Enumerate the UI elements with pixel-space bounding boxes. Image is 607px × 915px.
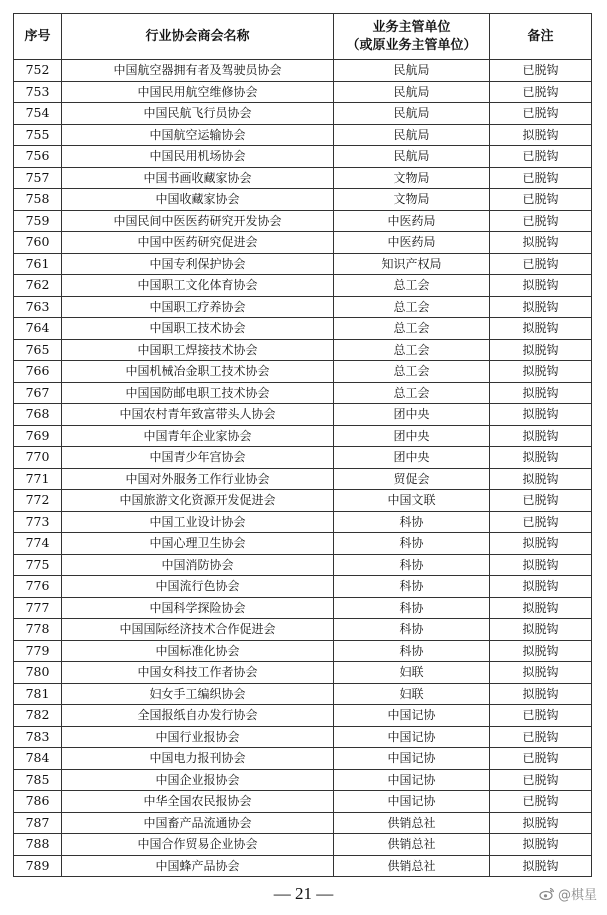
cell-remark: 拟脱钩 <box>490 404 592 426</box>
table-row <box>14 146 592 168</box>
cell-association-name: 中国合作贸易企业协会 <box>62 834 334 856</box>
cell-supervising-unit: 中医药局 <box>334 210 490 232</box>
cell-supervising-unit: 总工会 <box>334 296 490 318</box>
cell-association-name: 中华全国农民报协会 <box>62 791 334 813</box>
cell-serial-number: 754 <box>14 103 62 125</box>
cell-serial-number: 784 <box>14 748 62 770</box>
cell-remark: 拟脱钩 <box>490 597 592 619</box>
table-row <box>14 683 592 705</box>
cell-supervising-unit: 总工会 <box>334 361 490 383</box>
cell-supervising-unit: 妇联 <box>334 683 490 705</box>
cell-remark: 拟脱钩 <box>490 468 592 490</box>
cell-serial-number: 769 <box>14 425 62 447</box>
table-row <box>14 748 592 770</box>
table-row <box>14 232 592 254</box>
table-row <box>14 382 592 404</box>
cell-association-name: 中国旅游文化资源开发促进会 <box>62 490 334 512</box>
association-table <box>13 13 592 877</box>
cell-remark: 拟脱钩 <box>490 382 592 404</box>
cell-remark: 已脱钩 <box>490 146 592 168</box>
cell-supervising-unit: 民航局 <box>334 124 490 146</box>
cell-serial-number: 772 <box>14 490 62 512</box>
cell-remark: 拟脱钩 <box>490 683 592 705</box>
cell-supervising-unit: 中医药局 <box>334 232 490 254</box>
cell-serial-number: 788 <box>14 834 62 856</box>
cell-serial-number: 782 <box>14 705 62 727</box>
cell-remark: 拟脱钩 <box>490 855 592 877</box>
cell-serial-number: 770 <box>14 447 62 469</box>
table-row <box>14 468 592 490</box>
cell-association-name: 中国机械冶金职工技术协会 <box>62 361 334 383</box>
cell-association-name: 中国职工疗养协会 <box>62 296 334 318</box>
table-row <box>14 318 592 340</box>
cell-supervising-unit: 总工会 <box>334 275 490 297</box>
cell-serial-number: 753 <box>14 81 62 103</box>
cell-serial-number: 777 <box>14 597 62 619</box>
table-row <box>14 834 592 856</box>
cell-association-name: 中国女科技工作者协会 <box>62 662 334 684</box>
cell-supervising-unit: 科协 <box>334 576 490 598</box>
header-remark: 备注 <box>490 14 592 60</box>
table-row <box>14 511 592 533</box>
cell-supervising-unit: 中国记协 <box>334 705 490 727</box>
cell-remark: 拟脱钩 <box>490 662 592 684</box>
cell-remark: 已脱钩 <box>490 511 592 533</box>
table-row <box>14 189 592 211</box>
cell-association-name: 中国民用航空维修协会 <box>62 81 334 103</box>
cell-remark: 拟脱钩 <box>490 554 592 576</box>
cell-supervising-unit: 妇联 <box>334 662 490 684</box>
cell-remark: 拟脱钩 <box>490 318 592 340</box>
table-row <box>14 60 592 82</box>
cell-remark: 已脱钩 <box>490 726 592 748</box>
cell-association-name: 中国心理卫生协会 <box>62 533 334 555</box>
cell-supervising-unit: 团中央 <box>334 447 490 469</box>
cell-serial-number: 757 <box>14 167 62 189</box>
table-row <box>14 103 592 125</box>
table-row <box>14 791 592 813</box>
cell-serial-number: 763 <box>14 296 62 318</box>
table-row <box>14 533 592 555</box>
table-row <box>14 640 592 662</box>
cell-serial-number: 768 <box>14 404 62 426</box>
cell-association-name: 中国职工技术协会 <box>62 318 334 340</box>
cell-supervising-unit: 供销总社 <box>334 812 490 834</box>
cell-supervising-unit: 知识产权局 <box>334 253 490 275</box>
table-row <box>14 769 592 791</box>
table-row <box>14 296 592 318</box>
cell-remark: 拟脱钩 <box>490 533 592 555</box>
cell-remark: 已脱钩 <box>490 769 592 791</box>
header-supervising-unit <box>334 14 490 60</box>
cell-remark: 已脱钩 <box>490 103 592 125</box>
cell-remark: 拟脱钩 <box>490 425 592 447</box>
cell-remark: 拟脱钩 <box>490 576 592 598</box>
table-row <box>14 554 592 576</box>
cell-serial-number: 776 <box>14 576 62 598</box>
cell-serial-number: 775 <box>14 554 62 576</box>
cell-remark: 拟脱钩 <box>490 812 592 834</box>
header-supervising-unit-line2: （或原业务主管单位） <box>346 37 477 53</box>
table-row <box>14 855 592 877</box>
table-row <box>14 447 592 469</box>
cell-association-name: 中国青年企业家协会 <box>62 425 334 447</box>
cell-supervising-unit: 总工会 <box>334 339 490 361</box>
cell-supervising-unit: 科协 <box>334 533 490 555</box>
header-association-name: 行业协会商会名称 <box>62 14 334 60</box>
cell-serial-number: 755 <box>14 124 62 146</box>
table-header-row <box>14 14 592 60</box>
cell-serial-number: 789 <box>14 855 62 877</box>
cell-serial-number: 786 <box>14 791 62 813</box>
watermark <box>539 884 597 903</box>
cell-serial-number: 758 <box>14 189 62 211</box>
cell-association-name: 中国民间中医医药研究开发协会 <box>62 210 334 232</box>
cell-association-name: 中国工业设计协会 <box>62 511 334 533</box>
cell-supervising-unit: 民航局 <box>334 60 490 82</box>
watermark-text: @棋星 <box>557 888 597 903</box>
cell-remark: 拟脱钩 <box>490 640 592 662</box>
cell-serial-number: 785 <box>14 769 62 791</box>
cell-association-name: 中国对外服务工作行业协会 <box>62 468 334 490</box>
cell-supervising-unit: 中国记协 <box>334 769 490 791</box>
cell-remark: 拟脱钩 <box>490 296 592 318</box>
cell-serial-number: 766 <box>14 361 62 383</box>
weibo-icon <box>539 887 555 900</box>
cell-association-name: 妇女手工编织协会 <box>62 683 334 705</box>
table-row <box>14 490 592 512</box>
cell-serial-number: 781 <box>14 683 62 705</box>
table-body <box>14 60 592 877</box>
cell-remark: 已脱钩 <box>490 210 592 232</box>
table-row <box>14 726 592 748</box>
cell-supervising-unit: 科协 <box>334 511 490 533</box>
cell-remark: 已脱钩 <box>490 189 592 211</box>
cell-remark: 已脱钩 <box>490 60 592 82</box>
cell-remark: 拟脱钩 <box>490 619 592 641</box>
cell-serial-number: 780 <box>14 662 62 684</box>
cell-association-name: 中国农村青年致富带头人协会 <box>62 404 334 426</box>
cell-remark: 拟脱钩 <box>490 361 592 383</box>
table-row <box>14 253 592 275</box>
cell-association-name: 中国流行色协会 <box>62 576 334 598</box>
cell-association-name: 中国国际经济技术合作促进会 <box>62 619 334 641</box>
cell-association-name: 全国报纸自办发行协会 <box>62 705 334 727</box>
cell-supervising-unit: 团中央 <box>334 425 490 447</box>
table-row <box>14 124 592 146</box>
cell-serial-number: 759 <box>14 210 62 232</box>
cell-supervising-unit: 科协 <box>334 640 490 662</box>
cell-serial-number: 760 <box>14 232 62 254</box>
cell-supervising-unit: 供销总社 <box>334 834 490 856</box>
table-row <box>14 167 592 189</box>
cell-association-name: 中国畜产品流通协会 <box>62 812 334 834</box>
cell-association-name: 中国职工文化体育协会 <box>62 275 334 297</box>
cell-association-name: 中国电力报刊协会 <box>62 748 334 770</box>
cell-supervising-unit: 中国记协 <box>334 748 490 770</box>
cell-remark: 已脱钩 <box>490 490 592 512</box>
table-row <box>14 81 592 103</box>
header-supervising-unit-line1: 业务主管单位 <box>372 19 451 35</box>
table-row <box>14 705 592 727</box>
table-row <box>14 210 592 232</box>
cell-supervising-unit: 中国记协 <box>334 791 490 813</box>
cell-association-name: 中国收藏家协会 <box>62 189 334 211</box>
cell-serial-number: 767 <box>14 382 62 404</box>
table-row <box>14 361 592 383</box>
cell-association-name: 中国专利保护协会 <box>62 253 334 275</box>
cell-association-name: 中国中医药研究促进会 <box>62 232 334 254</box>
cell-supervising-unit: 科协 <box>334 619 490 641</box>
cell-association-name: 中国蜂产品协会 <box>62 855 334 877</box>
cell-serial-number: 764 <box>14 318 62 340</box>
cell-association-name: 中国行业报协会 <box>62 726 334 748</box>
cell-association-name: 中国国防邮电职工技术协会 <box>62 382 334 404</box>
cell-remark: 拟脱钩 <box>490 834 592 856</box>
table-row <box>14 662 592 684</box>
cell-remark: 拟脱钩 <box>490 447 592 469</box>
table-row <box>14 275 592 297</box>
cell-serial-number: 765 <box>14 339 62 361</box>
cell-supervising-unit: 民航局 <box>334 103 490 125</box>
cell-association-name: 中国青少年宫协会 <box>62 447 334 469</box>
cell-remark: 拟脱钩 <box>490 232 592 254</box>
cell-serial-number: 761 <box>14 253 62 275</box>
cell-association-name: 中国科学探险协会 <box>62 597 334 619</box>
cell-supervising-unit: 贸促会 <box>334 468 490 490</box>
cell-supervising-unit: 文物局 <box>334 167 490 189</box>
cell-serial-number: 762 <box>14 275 62 297</box>
cell-remark: 已脱钩 <box>490 167 592 189</box>
cell-supervising-unit: 民航局 <box>334 81 490 103</box>
cell-serial-number: 773 <box>14 511 62 533</box>
cell-supervising-unit: 团中央 <box>334 404 490 426</box>
page-number: — 21 — <box>273 884 334 903</box>
table-row <box>14 425 592 447</box>
cell-association-name: 中国企业报协会 <box>62 769 334 791</box>
table-row <box>14 597 592 619</box>
cell-association-name: 中国标准化协会 <box>62 640 334 662</box>
table-row <box>14 619 592 641</box>
cell-supervising-unit: 民航局 <box>334 146 490 168</box>
header-serial-number: 序号 <box>14 14 62 60</box>
cell-remark: 拟脱钩 <box>490 275 592 297</box>
cell-remark: 已脱钩 <box>490 748 592 770</box>
cell-supervising-unit: 供销总社 <box>334 855 490 877</box>
cell-association-name: 中国消防协会 <box>62 554 334 576</box>
table-row <box>14 812 592 834</box>
cell-supervising-unit: 科协 <box>334 597 490 619</box>
cell-serial-number: 752 <box>14 60 62 82</box>
cell-remark: 拟脱钩 <box>490 124 592 146</box>
table-row <box>14 576 592 598</box>
cell-serial-number: 756 <box>14 146 62 168</box>
cell-supervising-unit: 中国记协 <box>334 726 490 748</box>
cell-supervising-unit: 科协 <box>334 554 490 576</box>
cell-association-name: 中国职工焊接技术协会 <box>62 339 334 361</box>
cell-serial-number: 787 <box>14 812 62 834</box>
cell-serial-number: 771 <box>14 468 62 490</box>
cell-supervising-unit: 中国文联 <box>334 490 490 512</box>
cell-supervising-unit: 文物局 <box>334 189 490 211</box>
cell-remark: 拟脱钩 <box>490 339 592 361</box>
cell-remark: 已脱钩 <box>490 705 592 727</box>
cell-serial-number: 774 <box>14 533 62 555</box>
table-row <box>14 404 592 426</box>
cell-remark: 已脱钩 <box>490 791 592 813</box>
cell-association-name: 中国民航飞行员协会 <box>62 103 334 125</box>
cell-serial-number: 779 <box>14 640 62 662</box>
cell-association-name: 中国书画收藏家协会 <box>62 167 334 189</box>
cell-remark: 已脱钩 <box>490 253 592 275</box>
cell-association-name: 中国航空器拥有者及驾驶员协会 <box>62 60 334 82</box>
cell-serial-number: 778 <box>14 619 62 641</box>
cell-remark: 已脱钩 <box>490 81 592 103</box>
cell-association-name: 中国民用机场协会 <box>62 146 334 168</box>
cell-supervising-unit: 总工会 <box>334 318 490 340</box>
cell-association-name: 中国航空运输协会 <box>62 124 334 146</box>
cell-serial-number: 783 <box>14 726 62 748</box>
cell-supervising-unit: 总工会 <box>334 382 490 404</box>
table-row <box>14 339 592 361</box>
